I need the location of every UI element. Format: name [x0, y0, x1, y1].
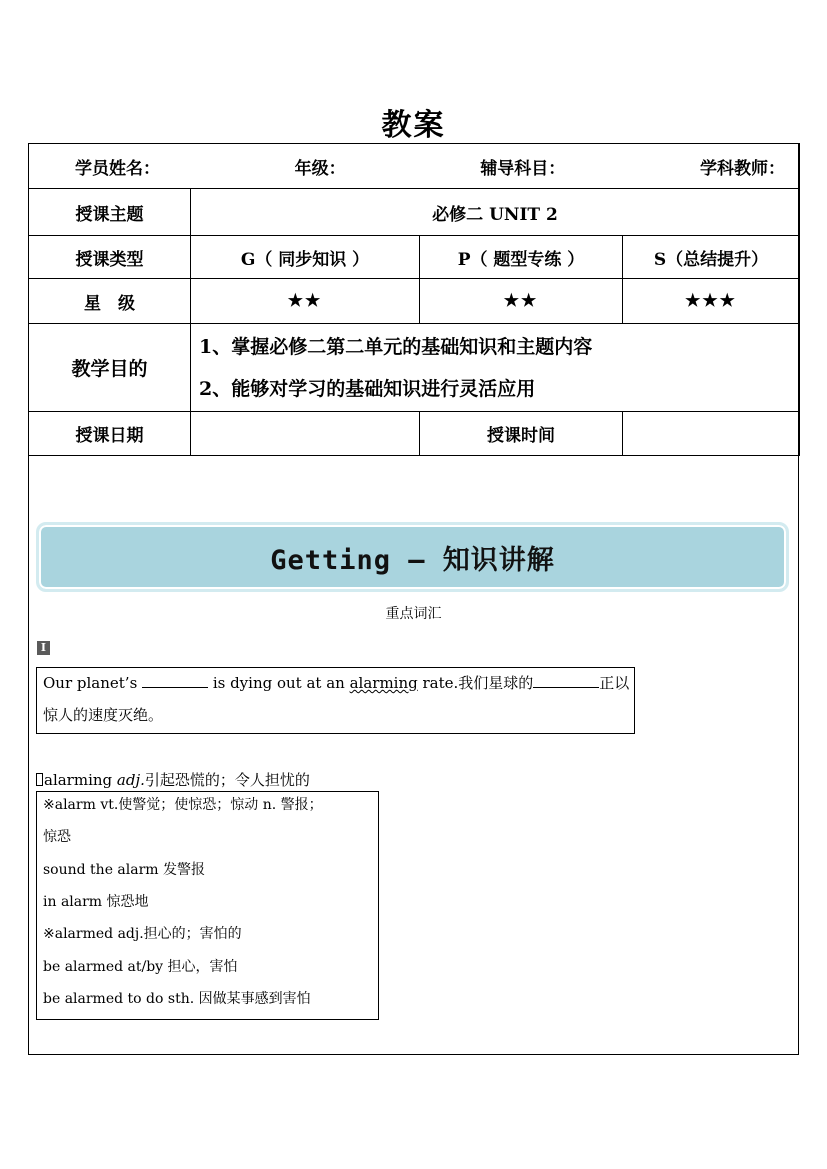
entry-word: alarming: [44, 771, 113, 789]
example-text-1: Our planet’s: [43, 674, 143, 692]
banner-title: Getting — 知识讲解: [270, 544, 555, 576]
lesson-info-table: [28, 143, 800, 456]
theme-value: 必修二 UNIT 2: [191, 189, 800, 236]
date-value: [191, 412, 420, 456]
blank-1: [142, 673, 208, 688]
type-row: [29, 236, 800, 279]
level-s-stars: ★★★: [623, 279, 800, 324]
example-keyword: alarming: [349, 674, 418, 692]
entry-pos: adj.: [116, 771, 145, 789]
example-text-4: 正以: [599, 674, 630, 692]
section-banner: [36, 522, 789, 592]
level-p-stars: ★★: [420, 279, 623, 324]
type-p: P（ 题型专练 ）: [420, 236, 623, 279]
aims-content: [191, 324, 800, 412]
page-title: 教案: [381, 108, 446, 143]
type-g: G（ 同步知识 ）: [191, 236, 420, 279]
subject-label: 辅导科目：: [480, 158, 566, 179]
aims-row: [29, 324, 800, 412]
example-line-1: [43, 672, 629, 693]
level-row: [29, 279, 800, 324]
square-bullet-icon: [36, 773, 43, 786]
level-label: 星 级: [29, 279, 191, 324]
time-label: 授课时间: [420, 412, 623, 456]
header-row: [29, 144, 800, 189]
example-text-3: rate.我们星球的: [417, 674, 534, 692]
note-line: be alarmed at/by 担心，害怕: [43, 959, 238, 975]
example-text-2: is dying out at an: [208, 674, 350, 692]
blank-2: [533, 673, 599, 688]
note-line: 惊恐: [43, 829, 71, 845]
type-s: S（总结提升）: [623, 236, 800, 279]
level-g-stars: ★★: [191, 279, 420, 324]
notes-box: [36, 791, 379, 1020]
date-row: [29, 412, 800, 456]
theme-row: [29, 189, 800, 236]
aim-1: 1、掌握必修二第二单元的基础知识和主题内容: [199, 335, 593, 358]
aims-label: 教学目的: [29, 324, 191, 412]
student-name-label: 学员姓名：: [75, 158, 160, 179]
vocab-entry: [36, 769, 310, 790]
aim-2: 2、能够对学习的基础知识进行灵活应用: [199, 377, 536, 400]
teacher-label: 学科教师：: [699, 158, 785, 179]
note-line: in alarm 惊恐地: [43, 894, 149, 910]
entry-meaning: 引起恐慌的；令人担忧的: [144, 771, 310, 789]
date-label: 授课日期: [29, 412, 191, 456]
note-line: sound the alarm 发警报: [43, 862, 206, 878]
grade-label: 年级：: [294, 158, 346, 179]
section-marker: Ⅰ: [37, 641, 50, 655]
example-line-2: 惊人的速度灭绝。: [43, 706, 164, 724]
type-label: 授课类型: [29, 236, 191, 279]
example-box: [36, 667, 635, 734]
time-value: [623, 412, 800, 456]
note-line: be alarmed to do sth. 因做某事感到害怕: [43, 991, 311, 1007]
theme-label: 授课主题: [29, 189, 191, 236]
section-subtitle: 重点词汇: [385, 606, 442, 622]
note-line: ※alarm vt.使警觉；使惊恐；惊动 n. 警报；: [43, 797, 323, 813]
note-line: ※alarmed adj.担心的；害怕的: [43, 926, 242, 942]
